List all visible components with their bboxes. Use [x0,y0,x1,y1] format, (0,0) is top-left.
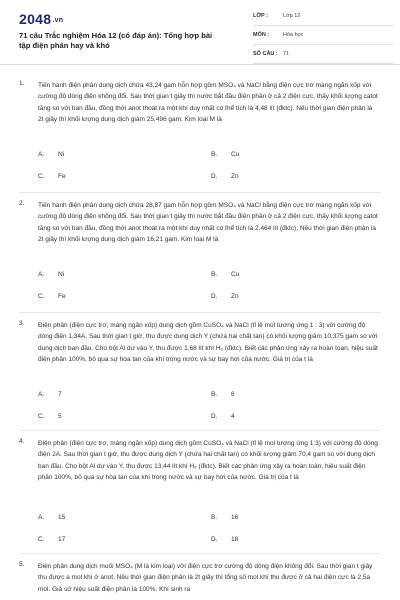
option-text: 17 [58,536,66,543]
option-letter: C. [38,173,45,180]
document-title: 71 câu Trắc nghiệm Hóa 12 (có đáp án): Tổng hợp bài tập điện phân hay và khó [19,31,213,50]
option-text: 7 [58,391,62,398]
meta-value: Lớp 12 [283,13,301,19]
question-text: Tiến hành điện phân dung dịch chứa 28,87 gam hỗn hợp gồm MSO₄ và NaCl bằng điện cực trơ màng ngăn xốp với cường độ dòng điện không đổi. Sau thời gian t giây thì nước bắt đầu điện phân ở cả 2 điện cực, thấy khối lượng catot tăng so với ban đầu, đồng thời anot thoát ra một khí duy nhất có thể tích là 2,464 lít (đktc). Nếu thời gian điện phân là 2t giây thì khối lượng dung dịch giảm 16,21 gam. Kim loại M là [38,202,378,244]
option-letter: D. [211,413,218,420]
question-divider [19,430,381,431]
question-text: Điện phân (điện cực trơ, màng ngăn xốp) dung dịch gồm CuSO₄ và NaCl (tỉ lệ mol tương ứng 1 : 3) với cường độ dòng điện 1,34A. Sau thời gian t giờ, thu được dung dịch Y (chứa hai chất tan) có khối lượng giảm 10,375 gam so với dung dịch ban đầu. Cho bột Al dư vào Y, thu được 1,68 lít khí H₂ (đktc). Biết các phản ứng xảy ra hoàn toàn, hiệu suất điện phân 100%, bỏ qua sự hòa tan của khí trong nước và sự bay hơi của nước. Giá trị của t là [38,322,378,364]
option-c[interactable] [38,173,66,180]
option-d[interactable] [211,536,238,543]
option-c[interactable] [38,413,62,420]
brand-suffix: .vn [52,17,64,24]
option-text: 18 [231,536,239,543]
question-text: Điện phân dung dịch muối MSO₄ (M là kim loại) với điện cực trơ cường độ dòng điện không đổi. Sau thời gian t giây thu được a mol khí ở anot. Nếu thời gian điện phân là 2t giây thì tổng số mol khí thu được ở cả hai điện cực là 2,5a mol. Giả sử hiệu suất điện phân là 100%. Khí sinh ra [38,563,373,593]
question-text: Tiến hành điện phân dung dịch chứa 43,24 gam hỗn hợp gồm MSO₄ và NaCl bằng điện cực trơ màng ngăn xốp với cường độ dòng điện không đổi. Sau thời gian t giây thì nước bắt đầu điện phân ở cả 2 điện cực, thấy khối lượng catot tăng so với ban đầu, đồng thời anot thoát ra một khí duy nhất có thể tích là 4,48 lít (đktc). Nếu thời gian điện phân là 2t giây thì khối lượng dung dịch giảm 25,496 gam. Kim loại M là [38,82,378,124]
question-divider [19,553,381,554]
meta-label: SỐ CÂU : [253,51,278,57]
option-text: 6 [231,391,235,398]
option-text: 16 [231,514,239,521]
meta-value: 71 [283,51,290,57]
option-letter: A. [38,271,45,278]
option-text: 4 [231,413,235,420]
option-b[interactable] [211,391,235,398]
option-a[interactable] [38,514,65,521]
option-text: Fe [58,293,66,300]
option-text: Ni [58,271,65,278]
option-letter: C. [38,536,45,543]
option-text: 15 [58,514,66,521]
question-divider [19,312,381,313]
option-letter: B. [211,151,218,158]
meta-value: Hóa học [283,32,304,38]
option-letter: C. [38,293,45,300]
option-letter: B. [211,271,218,278]
option-letter: D. [211,536,218,543]
meta-label: LỚP : [253,13,268,19]
option-d[interactable] [211,413,235,420]
option-letter: D. [211,293,218,300]
question-number: 3. [19,320,25,327]
document-meta [253,11,393,68]
question-number: 4. [19,438,25,445]
meta-row-class [253,11,393,26]
document-header [0,0,400,65]
option-d[interactable] [211,173,239,180]
option-b[interactable] [211,514,238,521]
question-number: 5. [19,561,25,568]
option-text: Zn [231,293,239,300]
option-b[interactable] [211,151,239,158]
option-letter: A. [38,151,45,158]
option-letter: D. [211,173,218,180]
option-text: Zn [231,173,239,180]
option-a[interactable] [38,391,62,398]
option-a[interactable] [38,271,64,278]
option-text: Cu [231,151,240,158]
option-letter: A. [38,514,45,521]
site-logo[interactable] [19,11,63,27]
option-c[interactable] [38,293,66,300]
option-text: Cu [231,271,240,278]
meta-label: MÔN : [253,32,270,38]
option-c[interactable] [38,536,65,543]
option-text: Fe [58,173,66,180]
option-b[interactable] [211,271,239,278]
option-text: 5 [58,413,62,420]
question-divider [19,192,381,193]
option-text: Ni [58,151,65,158]
option-letter: C. [38,413,45,420]
brand-name: 2048 [19,11,52,27]
meta-row-subject [253,30,393,45]
option-a[interactable] [38,151,64,158]
question-text: Điện phân (điện cực trơ, màng ngăn xốp) dung dịch gồm CuSO₄ và NaCl (tỉ lệ mol tương ứng 1:3) với cường độ dòng điện 2A. Sau thời gian t giờ, thu được dung dịch Y (chứa hai chất tan) có khối lượng giảm 70,4 gam so với dung dịch ban đầu. Cho bột Al dư vào Y, thu được 13,44 lít khí H₂ (đktc). Biết các phản ứng xảy ra hoàn toàn, hiệu suất điện phân 100%, bỏ qua sự hòa tan của khí trong nước và sự bay hơi của nước. Giá trị của t là [38,440,378,482]
option-letter: A. [38,391,45,398]
question-number: 1. [19,80,25,87]
meta-row-count [253,49,393,64]
option-letter: B. [211,391,218,398]
option-letter: B. [211,514,218,521]
option-d[interactable] [211,293,239,300]
question-number: 2. [19,200,25,207]
